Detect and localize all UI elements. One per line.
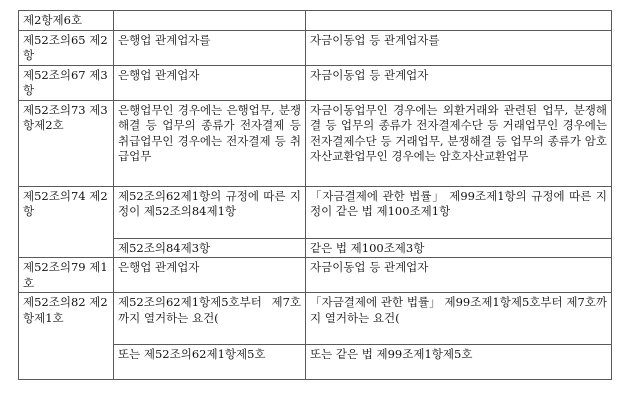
table-row xyxy=(19,293,612,345)
article-reference-cell: 제52조의65 제2항 xyxy=(19,30,114,65)
original-text-cell: 은행업 관계업자를 xyxy=(114,30,306,65)
original-text-cell: 은행업 관계업자 xyxy=(114,65,306,100)
original-text-cell: 은행업 관계업자 xyxy=(114,258,306,293)
table-row xyxy=(19,186,612,238)
replacement-text-cell: 「자금결제에 관한 법률」 제99조제1항의 규정에 따른 지정이 같은 법 제100조제1항 xyxy=(306,186,612,238)
article-reference-cell: 제52조의74 제2항 xyxy=(19,186,114,258)
replacement-text-cell: 「자금결제에 관한 법률」 제99조제1항제5호부터 제7호까지 열거하는 요건( xyxy=(306,293,612,345)
article-reference-cell: 제52조의79 제1호 xyxy=(19,258,114,293)
replacement-text-cell: 자금이동업 등 관계업자 xyxy=(306,258,612,293)
replacement-text-cell: 같은 법 제100조제3항 xyxy=(306,238,612,258)
article-reference-cell: 제52조의67 제3항 xyxy=(19,65,114,100)
article-reference-cell: 제2항제6호 xyxy=(19,11,114,31)
original-text-cell: 제52조의62제1항제5호부터 제7호까지 열거하는 요건( xyxy=(114,293,306,345)
original-text-cell xyxy=(114,11,306,31)
replacement-text-cell: 자금이동업 등 관계업자를 xyxy=(306,30,612,65)
original-text-cell: 제52조의84제3항 xyxy=(114,238,306,258)
replacement-text-cell: 또는 같은 법 제99조제1항제5호 xyxy=(306,345,612,380)
original-text-cell: 은행업무인 경우에는 은행업무, 분쟁해결 등 업무의 종류가 전자결제 등 취급업무인 경우에는 전자결제 등 취급업무 xyxy=(114,100,306,186)
table-row xyxy=(19,65,612,100)
table-row xyxy=(19,30,612,65)
replacement-text-cell: 자금이동업무인 경우에는 외환거래와 관련된 업무, 분쟁해결 등 업무의 종류가 전자결제수단 등 거래업무인 경우에는 전자결제수단 등 거래업무, 분쟁해결 등 업무의 종류가 암호자산교환업무인 경우에는 암호자산교환업무 xyxy=(306,100,612,186)
table-row xyxy=(19,100,612,186)
table-row xyxy=(19,11,612,31)
article-reference-cell: 제52조의82 제2항제1호 xyxy=(19,293,114,380)
replacement-text-cell xyxy=(306,11,612,31)
table-row xyxy=(19,258,612,293)
replacement-text-cell: 자금이동업 등 관계업자 xyxy=(306,65,612,100)
amendment-table xyxy=(18,10,612,380)
original-text-cell: 제52조의62제1항의 규정에 따른 지정이 제52조의84제1항 xyxy=(114,186,306,238)
article-reference-cell: 제52조의73 제3항제2호 xyxy=(19,100,114,186)
original-text-cell: 또는 제52조의62제1항제5호 xyxy=(114,345,306,380)
